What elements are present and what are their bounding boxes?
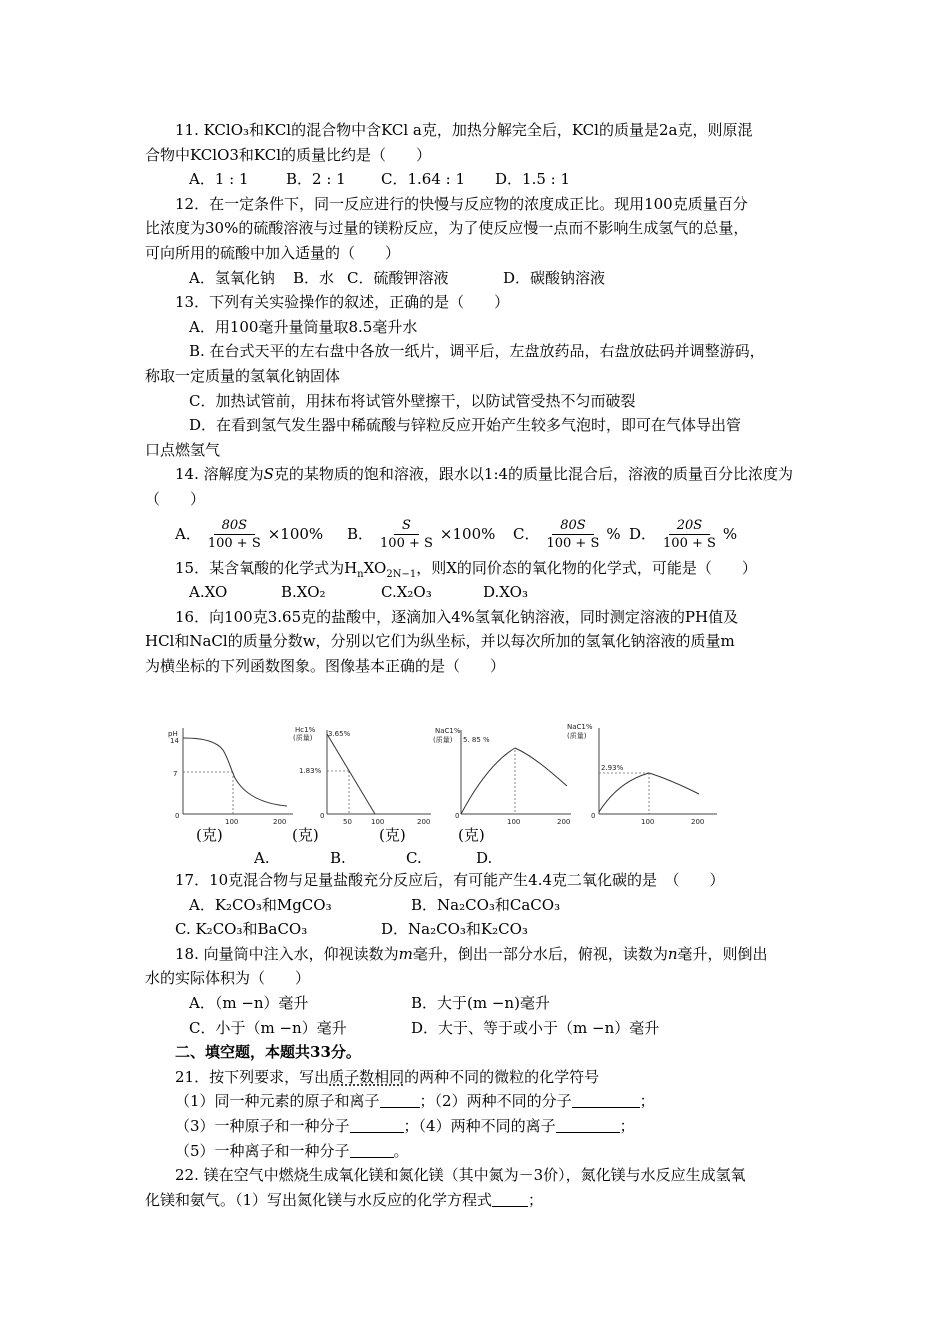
q12-option-b: B．水 — [293, 268, 335, 287]
q18-options-row2 — [145, 1016, 810, 1041]
graph-c-tick-peak: 5. 85 % — [463, 736, 490, 744]
q18-option-a: A．（m −n）毫升 — [189, 993, 309, 1012]
q14-options — [145, 512, 810, 556]
q15-option-a: A.XO — [189, 583, 228, 602]
question-block-lower — [145, 868, 810, 1212]
q12-option-a: A．氢氧化钠 — [189, 268, 275, 287]
q12-line2: 比浓度为30%的硫酸溶液与过量的镁粉反应，为了使反应慢一点而不影响生成氢气的总量， — [145, 219, 749, 238]
graph-b-tick-x200: 200 — [417, 818, 431, 824]
graph-a-tick-0: 0 — [175, 812, 180, 820]
graph-b-line — [327, 734, 375, 814]
q16-line2: HCl和NaCl的质量分数w，分别以它们为纵坐标，并以每次所加的氢氧化钠溶液的质量m — [145, 632, 735, 651]
q14-option-d: D． $\frac{20S}{100 + S}$ % — [629, 518, 738, 551]
q17-option-d: D．Na₂CO₃和K₂CO₃ — [381, 920, 528, 939]
q15-options — [145, 580, 810, 605]
q17-options-row2 — [145, 917, 810, 942]
graph-c-curve — [461, 748, 567, 814]
graph-b-tick-mid: 1.83% — [299, 767, 322, 775]
answer-blank[interactable] — [350, 1142, 394, 1158]
q12-option-d: D．碳酸钠溶液 — [503, 268, 606, 287]
q18-option-d: D．大于、等于或小于（m −n）毫升 — [411, 1018, 660, 1037]
q16-graphs-svg — [165, 720, 725, 824]
graph-d-tick-x100: 100 — [641, 818, 655, 824]
q21-line3: （3）一种原子和一种分子 ；（4）两种不同的离子 ； — [175, 1116, 635, 1135]
graph-a — [168, 728, 293, 824]
graph-a-tick-x100: 100 — [225, 818, 239, 824]
q14-line2: （ ） — [145, 489, 206, 508]
q15-option-c: C.X₂O₃ — [381, 583, 432, 602]
q13-option-c: C．加热试管前，用抹布将试管外壁擦干，以防试管受热不匀而破裂 — [189, 391, 636, 410]
q16-option-b: B. — [330, 849, 346, 867]
q18-option-b: B．大于(m −n)毫升 — [411, 993, 550, 1012]
q17-option-a: A．K₂CO₃和MgCO₃ — [189, 895, 332, 914]
q12-line1: 12．在一定条件下，同一反应进行的快慢与反应物的浓度成正比。现用100克质量百分 — [175, 194, 748, 213]
unit-label: (克) — [379, 826, 406, 844]
q22-line1: 22. 镁在空气中燃烧生成氧化镁和氮化镁（其中氮为－3价），氮化镁与水反应生成氢氧 — [175, 1166, 746, 1185]
graph-c-tick-x100: 100 — [507, 818, 521, 824]
q14-option-b: B． $\frac{S}{100 + S}$ ×100% — [347, 518, 496, 551]
graph-b-tick-x50: 50 — [343, 818, 352, 824]
q17-option-b: B．Na₂CO₃和CaCO₃ — [411, 895, 561, 914]
q13-option-d-line2: 口点燃氢气 — [145, 440, 221, 459]
graph-b-tick-top: 3.65% — [328, 730, 351, 738]
q15-option-d: D.XO₃ — [483, 583, 528, 602]
unit-label: (克) — [292, 826, 319, 844]
answer-blank[interactable] — [556, 1117, 620, 1133]
q16-line3: 为横坐标的下列函数图象。图像基本正确的是（ ） — [145, 656, 506, 675]
graph-a-curve — [183, 738, 287, 806]
q16-option-d: D. — [476, 849, 493, 867]
graph-a-tick-14: 14 — [170, 737, 179, 745]
q17-line1: 17．10克混合物与足量盐酸充分反应后，有可能产生4.4克二氧化碳的是 （ ） — [175, 871, 725, 889]
q11-option-d: D．1.5 : 1 — [495, 170, 571, 189]
graph-d-ylabel: NaC1% — [567, 723, 593, 731]
fraction: $\frac{80S}{100 + S}$ — [546, 518, 600, 551]
section-2-heading: 二、填空题，本题共33分。 — [175, 1043, 361, 1062]
q21-line4: （5）一种离子和一种分子 。 — [175, 1141, 409, 1160]
q11-line1: 11. KClO₃和KCl的混合物中含KCl a克，加热分解完全后，KCl的质量是2a克，则原混 — [175, 121, 753, 139]
graph-c-ylabel: NaC1% — [435, 727, 461, 735]
q16-option-c: C. — [406, 849, 422, 867]
q11-option-a: A．1 : 1 — [189, 170, 249, 189]
q18-option-c: C．小于（m −n）毫升 — [189, 1018, 347, 1037]
unit-label: (克) — [196, 826, 223, 844]
q16-option-a: A. — [254, 849, 270, 867]
graph-d-tick-0: 0 — [591, 812, 596, 820]
graph-c-tick-0: 0 — [455, 812, 460, 820]
answer-blank[interactable] — [492, 1191, 528, 1207]
graph-b — [293, 726, 431, 824]
answer-blank[interactable] — [572, 1092, 640, 1108]
q15-option-b: B.XO₂ — [281, 583, 326, 602]
graph-a-tick-x200: 200 — [273, 818, 287, 824]
graph-b-tick-x100: 100 — [371, 818, 385, 824]
q21-line2: （1）同一种元素的原子和离子 ；（2）两种不同的分子 ； — [175, 1092, 655, 1111]
graph-b-ylabel: Hc1% — [295, 726, 316, 734]
graph-c-ylabel-unit: (质量) — [433, 736, 453, 744]
graph-a-tick-7: 7 — [173, 770, 178, 778]
q18-line1: 18. 向量筒中注入水，仰视读数为m毫升，倒出一部分水后，俯视，读数为n毫升，则倒出 — [175, 944, 768, 963]
q13-option-b-line1: B. 在台式天平的左右盘中各放一纸片，调平后，左盘放药品，右盘放砝码并调整游码， — [189, 342, 765, 361]
q18-options-row1 — [145, 991, 810, 1016]
question-block-upper — [145, 118, 810, 678]
unit-label: (克) — [458, 826, 485, 844]
q13-option-d-line1: D．在看到氢气发生器中稀硫酸与锌粒反应开始产生较多气泡时，即可在气体导出管 — [189, 416, 742, 435]
q12-option-c: C．硫酸钾溶液 — [347, 268, 449, 287]
q16-line1: 16．向100克3.65克的盐酸中，逐滴加入4%氢氧化钠溶液，同时测定溶液的PH值及 — [175, 607, 739, 626]
q11-options — [145, 167, 810, 192]
fraction: $\frac{80S}{100 + S}$ — [207, 518, 261, 551]
graph-d-ylabel-unit: (质量) — [567, 732, 587, 740]
fraction: $\frac{S}{100 + S}$ — [380, 518, 433, 551]
q21-line1: 21．按下列要求，写出质子数相同的两种不同的微粒的化学符号 — [175, 1067, 600, 1086]
graph-d-tick-peak: 2.93% — [601, 764, 624, 772]
q13-line1: 13．下列有关实验操作的叙述，正确的是（ ） — [175, 293, 510, 312]
q12-line3: 可向所用的硫酸中加入适量的（ ） — [145, 243, 401, 262]
answer-blank[interactable] — [350, 1117, 404, 1133]
q15-line1: 15．某含氧酸的化学式为$H_nXO_{2N-1}$，则X的同价态的氧化物的化学式，可能是（ ） — [175, 558, 757, 580]
q13-option-b-line2: 称取一定质量的氢氧化钠固体 — [145, 366, 341, 385]
fraction: $\frac{20S}{100 + S}$ — [663, 518, 716, 551]
q14-option-c: C． $\frac{80S}{100 + S}$ % — [513, 518, 621, 551]
graph-a-ylabel: pH — [168, 730, 178, 738]
q17-option-c: C. K₂CO₃和BaCO₃ — [175, 920, 308, 939]
q12-options — [145, 266, 810, 291]
graph-c — [433, 727, 571, 824]
graph-d-tick-x200: 200 — [691, 818, 705, 824]
graph-d — [567, 723, 717, 824]
graph-b-tick-0: 0 — [320, 812, 325, 820]
answer-blank[interactable] — [380, 1092, 420, 1108]
q11-option-b: B．2 : 1 — [286, 170, 346, 189]
graph-b-ylabel-unit: (质量) — [293, 734, 313, 742]
q22-line2: 化镁和氨气。（1）写出氮化镁与水反应的化学方程式 ； — [145, 1190, 544, 1209]
q16-graphs — [165, 720, 725, 824]
q14-option-a: A． $\frac{80S}{100 + S}$ ×100% — [175, 518, 324, 551]
q13-option-a: A．用100毫升量筒量取8.5毫升水 — [189, 317, 418, 336]
graph-c-tick-x200: 200 — [557, 818, 571, 824]
q14-line1: 14. 溶解度为S克的某物质的饱和溶液，跟水以1:4的质量比混合后，溶液的质量百分比浓度为 — [175, 465, 794, 484]
q11-line2: 合物中KClO3和KCl的质量比约是（ ） — [145, 145, 431, 164]
q17-options-row1 — [145, 893, 810, 918]
q11-option-c: C．1.64 : 1 — [381, 170, 466, 189]
q18-line2: 水的实际体积为（ ） — [145, 969, 311, 988]
